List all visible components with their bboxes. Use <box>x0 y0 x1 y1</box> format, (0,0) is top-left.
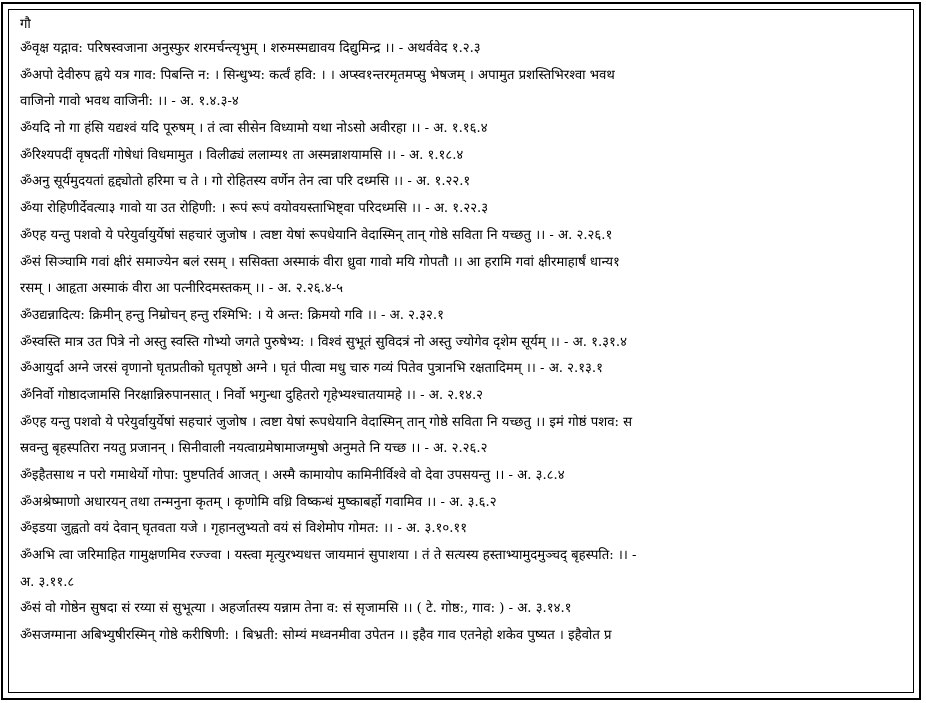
verse-line-13: ॐआयुर्दा अग्ने जरसं वृणानो घृतप्रतीको घृतपृष्ठो अग्ने । घृतं पीत्वा मधु चारु गव्यं पितेव पुत्रानभि रक्षतादिमम् ।। - अ. २.१३.१ <box>20 361 603 377</box>
verse-line-10: रसम् । आहृता अस्माकं वीरा आ पत्नीरिदमस्तकम् ।। - अ. २.२६.४-५ <box>20 281 343 297</box>
verse-line-8: ॐएह यन्तु पशवो ये परेयुर्वायुर्येषां सहचारं जुजोष । त्वष्टा येषां रूपधेयानि वेदास्मिन् तान् गोष्ठे सविता नि यच्छतु ।। - अ. २.२६.१ <box>20 227 613 243</box>
verse-line-22: ॐसं वो गोष्ठेन सुषदा सं रय्या सं सुभूत्या । अहर्जातस्य यन्नाम तेना व: सं सृजामसि ।। ( टे. गोष्ठ:, गाव: ) - अ. ३.१४.१ <box>20 601 572 617</box>
verse-line-1: ॐवृक्ष यद्गाव: परिषस्वजाना अनुस्फुर शरमर्चन्त्यृभुम् । शरुमस्मद्यावय दिद्युमिन्द्र ।। - अथर्ववेद १.२.३ <box>20 41 481 56</box>
verse-line-11: ॐउद्यन्नादित्य: क्रिमीन् हन्तु निम्रोचन् हन्तु रश्मिभि: । ये अन्त: क्रिमयो गवि ।। - अ. २.३२.१ <box>20 307 444 323</box>
verse-line-12: ॐस्वस्ति मात्र उत पित्रे नो अस्तु स्वस्ति गोभ्यो जगते पुरुषेभ्य: । विश्वं सुभूतं सुविदत्रं नो अस्तु ज्योगेव दृशेम सूर्यम् ।। - अ. १.३१.४ <box>20 334 627 350</box>
verse-line-5: ॐरिश्यपदीं वृषदतीं गोषेधां विधमामुत । विलीढ्यं ललाम्य१ ता अस्मन्नाशयामसि ।। - अ. १.१८.४ <box>20 147 464 163</box>
verse-line-21: अ. ३.११.८ <box>20 574 75 590</box>
verse-line-2: ॐअपो देवीरुप ह्वये यत्र गाव: पिबन्ति न: । सिन्धुभ्य: कर्त्वं हवि: । । अप्स्व१न्तरमृतमप्सु भेषजम् । अपामुत प्रशस्तिभिरश्वा भवथ <box>20 67 615 83</box>
verse-line-4: ॐयदि नो गा हंसि यद्यश्वं यदि पूरुषम् । तं त्वा सीसेन विध्यामो यथा नोऽसो अवीरहा ।। - अ. १.१६.४ <box>20 121 488 137</box>
verse-line-16: स्रवन्तु बृहस्पतिरा नयतु प्रजानन् । सिनीवाली नयत्वाग्रमेषामाजग्मुषो अनुमते नि यच्छ ।। - अ. २.२६.२ <box>20 441 488 457</box>
verse-line-20: ॐअभि त्वा जरिमाहित गामुक्षणमिव रज्ज्वा । यस्त्वा मृत्युरभ्यधत्त जायमानं सुपाशया । तं ते सत्यस्य हस्ताभ्यामुदमुञ्चद् बृहस्पति: ।। - <box>20 548 637 564</box>
verse-line-6: ॐअनु सूर्यमुदयतां हृद्द्योतो हरिमा च ते । गो रोहितस्य वर्णेन तेन त्वा परि दध्मसि ।। - अ. १.२२.१ <box>20 174 471 190</box>
verse-line-14: ॐनिर्वो गोष्ठादजामसि निरक्षान्निरुपानसात् । निर्वो भगुन्धा दुहितरो गृहेभ्यश्चातयामहे ।। - अ. २.१४.२ <box>20 387 484 403</box>
verse-line-15: ॐएह यन्तु पशवो ये परेयुर्वायुर्येषां सहचारं जुजोष । त्वष्टा येषां रूपधेयानि वेदास्मिन् तान् गोष्ठे सविता नि यच्छतु ।। इमं गोष्ठं पशव: स <box>20 414 633 430</box>
verse-line-23: ॐसजग्माना अबिभ्युषीरस्मिन् गोष्ठे करीषिणी: । बिभ्रती: सोम्यं मध्वनमीवा उपेतन ।। इहैव गाव एतनेहो शकेव पुष्यत । इहैवोत प्र <box>20 628 612 644</box>
verse-line-18: ॐअश्रेष्माणो अधारयन् तथा तन्मनुना कृतम् । कृणोमि वध्रि विष्कन्धं मुष्काबर्हो गवामिव ।। - अ. ३.६.२ <box>20 494 497 510</box>
text-frame <box>8 9 914 693</box>
verse-line-17: ॐइहैतसाथ न परो गमाथेर्यो गोपा: पुष्टपतिर्व आजत् । अस्मै कामायोप कामिनीर्विश्वे वो देवा उपसयन्तु ।। - अ. ३.८.४ <box>20 468 565 483</box>
verse-line-19: ॐइडया जुह्वतो वयं देवान् घृतवता यजे । गृहानलुभ्यतो वयं सं विशेमोप गोमत: ।। - अ. ३.१०.११ <box>20 521 468 537</box>
document-heading: गौ <box>20 17 31 32</box>
verse-line-3: वाजिनो गावो भवथ वाजिनी: ।। - अ. १.४.३-४ <box>20 94 239 110</box>
page-border-outer <box>1 2 921 700</box>
verse-line-9: ॐसं सिञ्चामि गवां क्षीरं समाज्येन बलं रसम् । ससिक्ता अस्माकं वीरा ध्रुवा गावो मयि गोपतौ ।। आ हरामि गवां क्षीरमाहार्षं धान्य१ <box>20 254 620 270</box>
verse-line-7: ॐया रोहिणीर्देवत्या३ गावो या उत रोहिणी: । रूपं रूपं वयोवयस्ताभिष्ट्वा परिदध्मसि ।। - अ. १.२२.३ <box>20 201 489 217</box>
